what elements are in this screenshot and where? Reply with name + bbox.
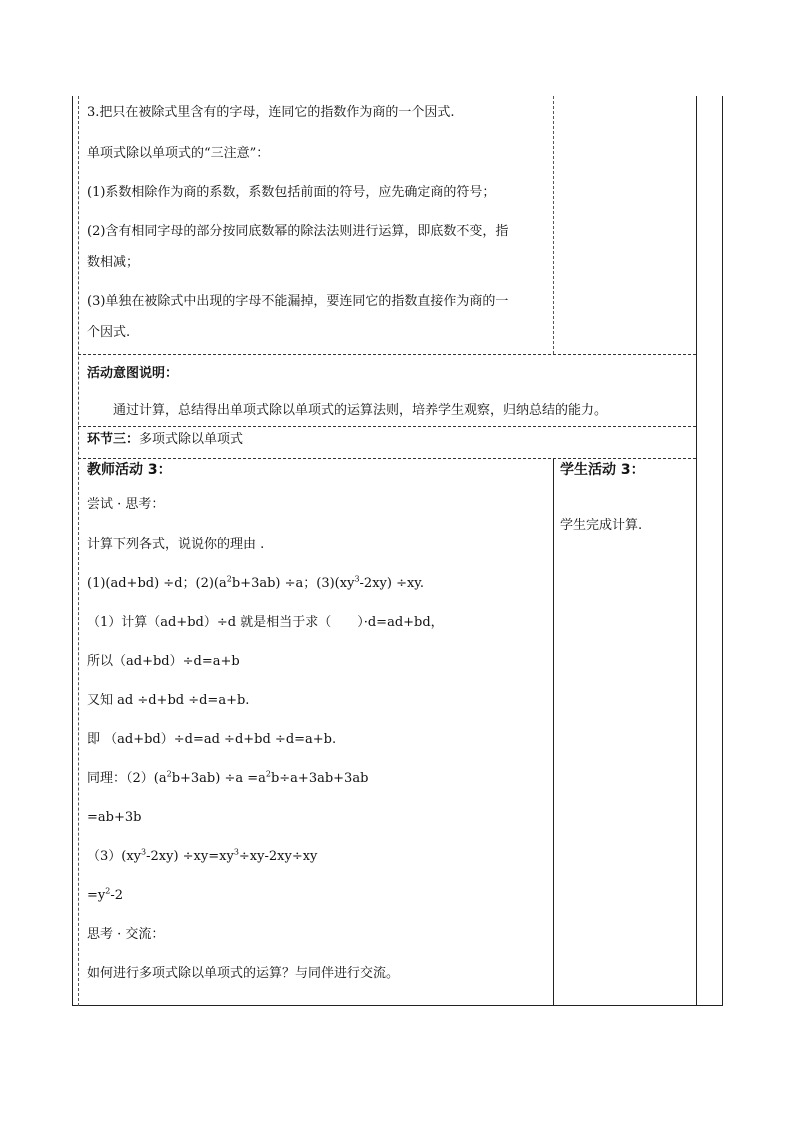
row-separator-3 [78,458,696,459]
row-separator-2 [78,426,696,427]
think-exchange-label: 思考 · 交流： [87,927,165,942]
exponent: 2 [265,769,271,779]
exponent: 2 [105,886,111,896]
solution-part: b+3ab) ÷a =a [171,771,266,786]
column-divider-top-middle [553,96,554,354]
exponent: 3 [354,574,360,584]
solution-part: ÷xy-2xy÷xy [238,849,318,864]
section-3-title: 多项式除以单项式 [139,432,244,447]
exponent: 2 [226,574,232,584]
note-2-line-1: (2)含有相同字母的部分按同底数幂的除法法则进行运算，即底数不变，指 [87,224,509,239]
exercise-part: -2xy) ÷xy. [359,576,425,591]
solution-step-2: 所以（ad+bd）÷d=a+b [87,654,240,669]
solution-step-7 [87,849,317,865]
solution-step-3: 又知 ad ÷d+bd ÷d=a+b. [87,693,250,708]
row-separator-1 [78,354,696,355]
table-column-divider-right [696,96,697,1006]
exponent: 2 [166,769,172,779]
section-3-heading [87,432,243,448]
three-notes-heading: 单项式除以单项式的“三注意”： [87,146,270,161]
discussion-question: 如何进行多项式除以单项式的运算？与同伴进行交流。 [87,966,400,981]
solution-step-1: （1）计算（ad+bd）÷d 就是相当于求（ ）·d=ad+bd， [87,615,444,630]
note-3-line-2: 个因式. [87,325,131,340]
exponent: 3 [141,847,147,857]
table-border-right [722,96,723,1006]
exercise-part: b+3ab) ÷a；(3)(xy [231,576,355,591]
solution-part: 同理：（2）(a [87,771,167,786]
solution-part: （3）(xy [87,849,142,864]
note-3-line-1: (3)单独在被除式中出现的字母不能漏掉，要连同它的指数直接作为商的一 [87,294,509,309]
intent-body: 通过计算，总结得出单项式除以单项式的运算法则，培养学生观察，归纳总结的能力。 [113,403,608,418]
try-think-label: 尝试 · 思考： [87,497,165,512]
student-activity-body: 学生完成计算. [560,518,643,533]
note-1: (1)系数相除作为商的系数，系数包括前面的符号，应先确定商的符号； [87,185,496,200]
solution-part: b÷a+3ab+3ab [270,771,369,786]
solution-step-4: 即 （ad+bd）÷d=ad ÷d+bd ÷d=a+b. [87,732,337,747]
solution-step-6: =ab+3b [87,810,142,825]
column-divider-left [78,96,79,1006]
table-border-bottom [72,1005,723,1006]
solution-step-8 [87,888,123,904]
solution-step-5 [87,771,368,787]
exercise-list [87,576,424,592]
intent-heading: 活动意图说明： [87,366,179,381]
teacher-activity-heading: 教师活动 3： [87,462,172,478]
solution-part: =y [87,888,106,903]
solution-part: -2 [110,888,124,903]
rule-line-3: 3.把只在被除式里含有的字母，连同它的指数作为商的一个因式. [87,105,455,120]
instruction-text: 计算下列各式，说说你的理由 . [87,537,265,552]
column-divider-bottom-middle [553,458,554,1005]
exponent: 3 [233,847,239,857]
exercise-part: (1)(ad+bd) ÷d；(2)(a [87,576,227,591]
student-activity-heading: 学生活动 3： [560,462,645,478]
section-3-label: 环节三： [87,432,140,447]
note-2-line-2: 数相减； [87,255,140,270]
solution-part: -2xy) ÷xy=xy [146,849,234,864]
table-border-left [72,96,73,1006]
